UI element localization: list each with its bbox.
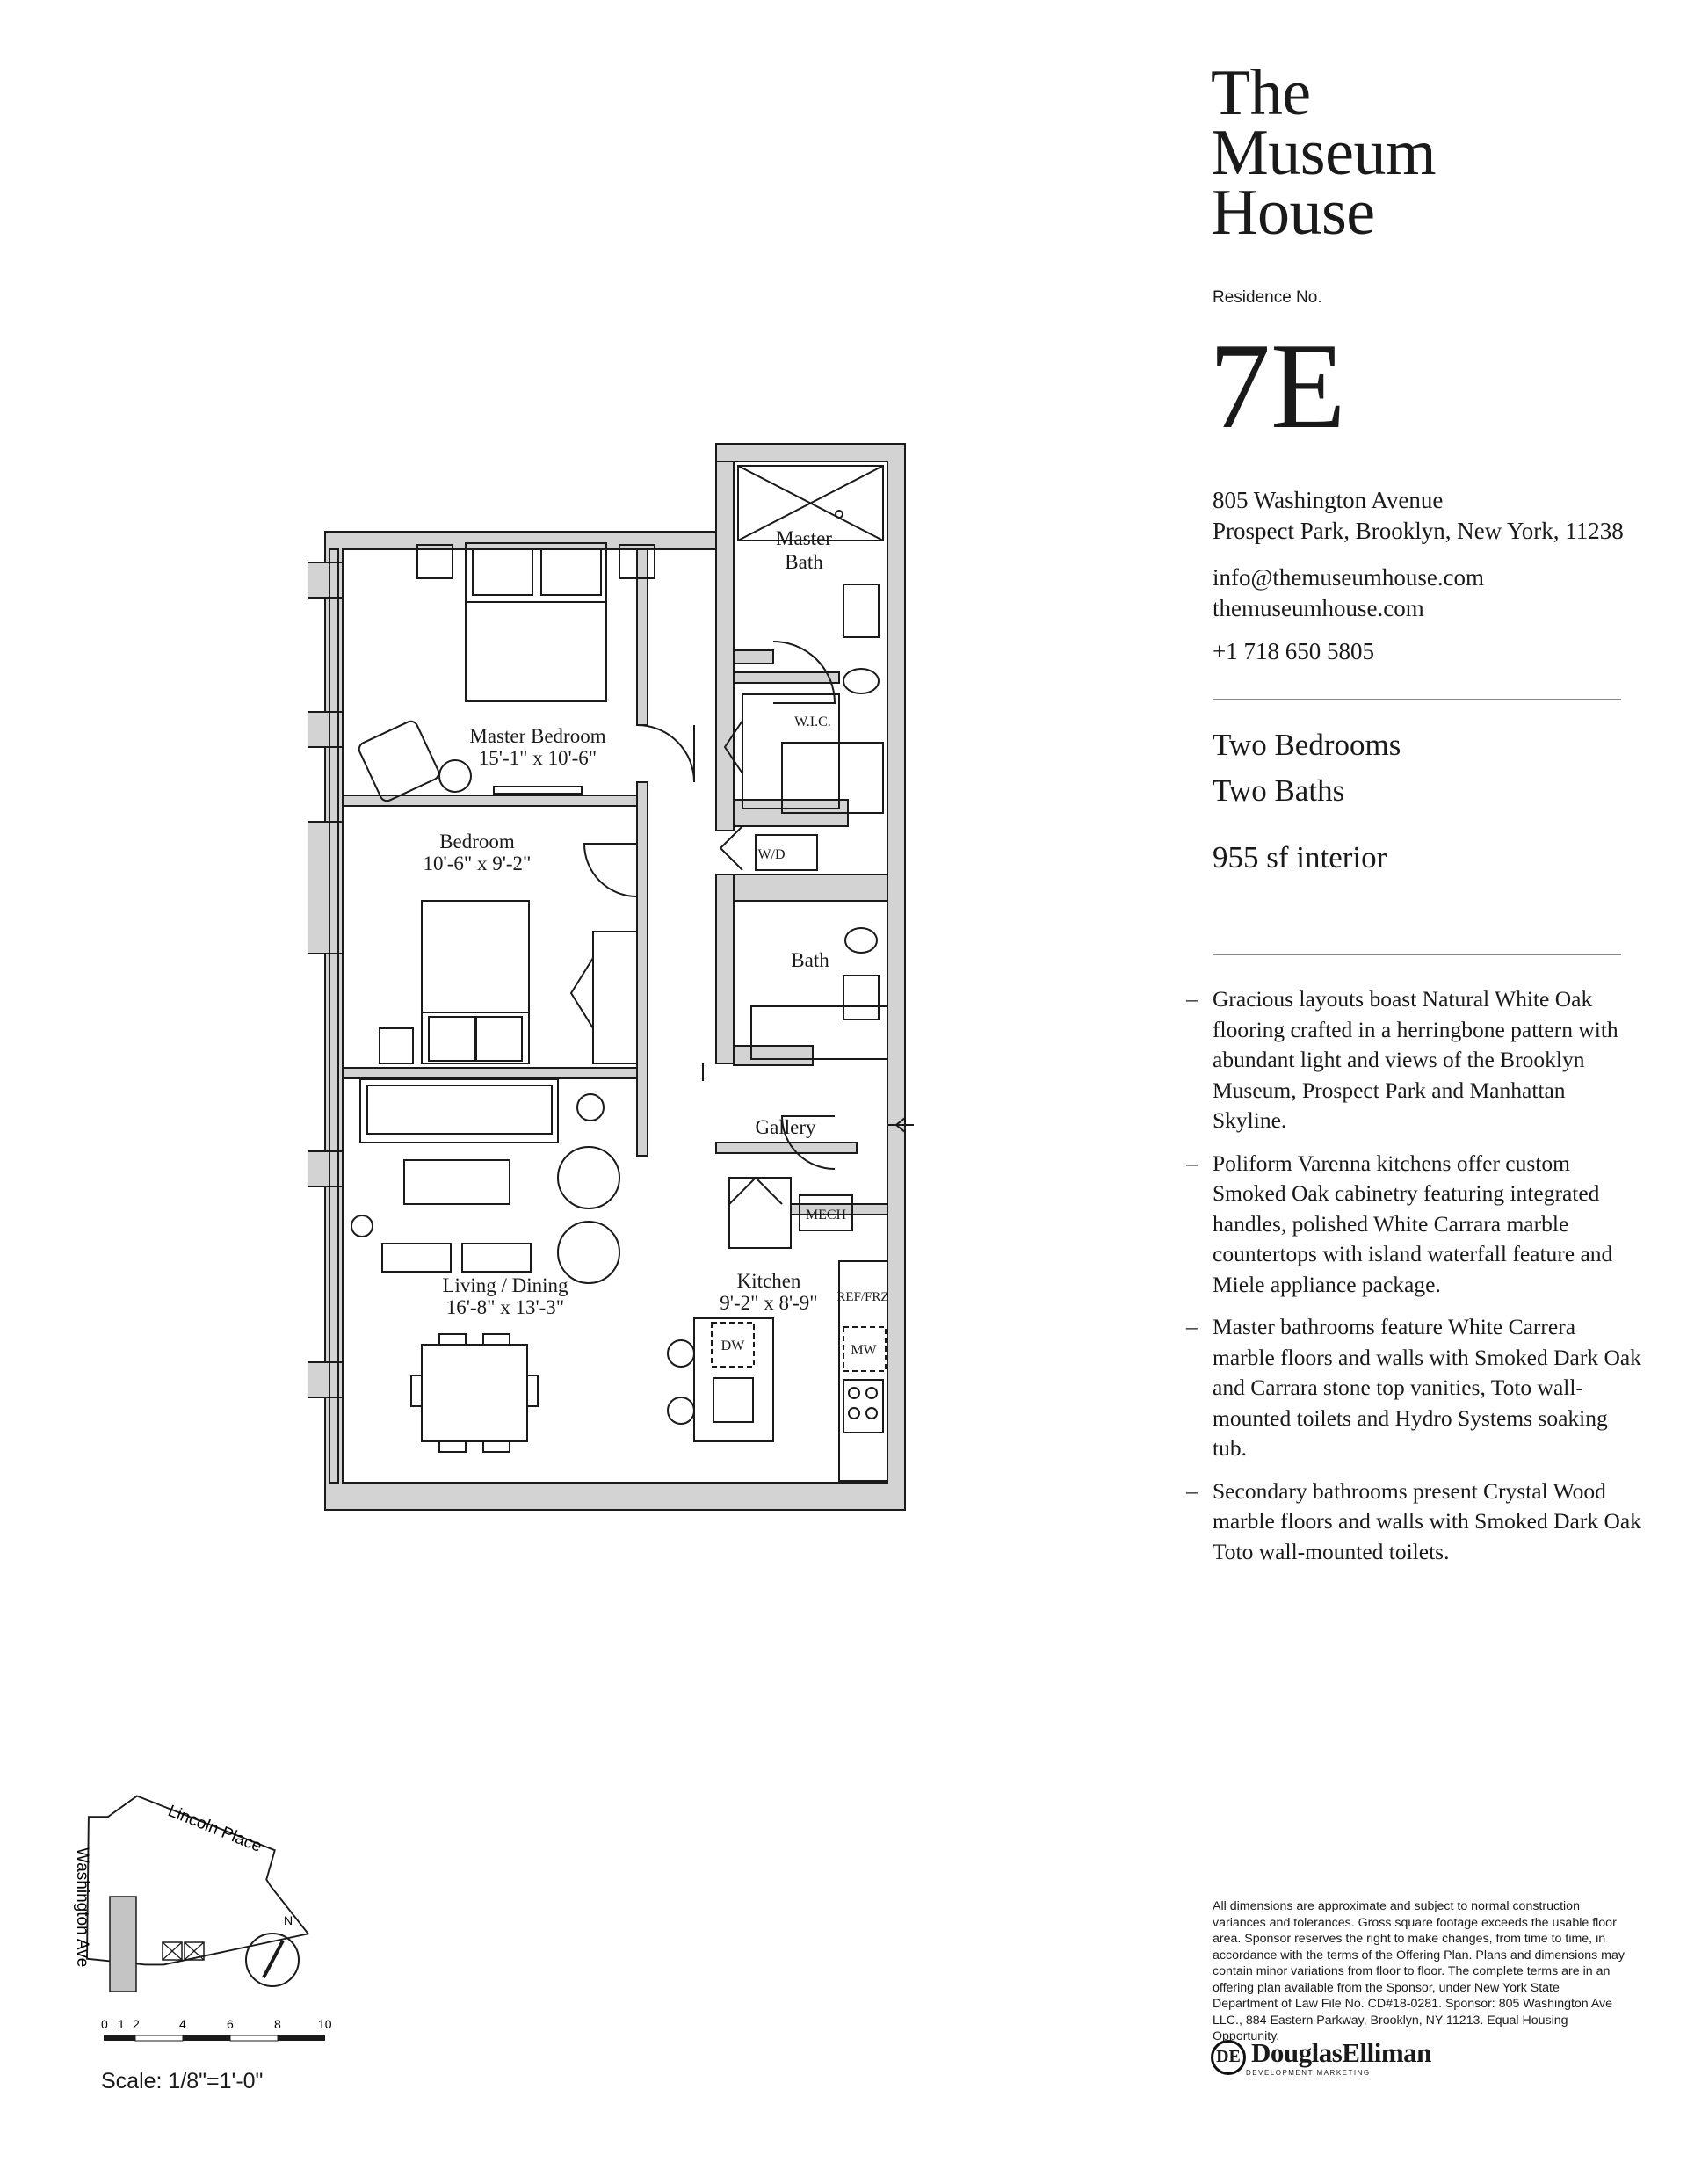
feature-item (1186, 1149, 1643, 1301)
interior-area: 955 sf interior (1213, 840, 1387, 874)
contact-email[interactable]: info@themuseumhouse.com (1213, 564, 1485, 591)
wall (343, 1068, 637, 1078)
wall (734, 1046, 813, 1065)
room-label-master-bath-2: Bath (785, 551, 823, 573)
floor-plan (308, 431, 923, 1520)
room-label-master-bedroom: Master Bedroom (469, 725, 606, 747)
feature-bullet: – (1186, 1314, 1198, 1339)
room-dims-living: 16'-8" x 13'-3" (445, 1296, 565, 1318)
feature-bullet: – (1186, 986, 1198, 1012)
brand-title (1211, 57, 1436, 249)
feature-item (1186, 1477, 1643, 1568)
address-block (1213, 485, 1624, 547)
bath-count: Two Baths (1213, 773, 1345, 808)
feature-bullet: – (1186, 1477, 1198, 1504)
street-washington-ave: Washington Ave (73, 1847, 91, 1968)
residence-number: 7E (1209, 318, 1346, 454)
room-label-mech: MECH (805, 1208, 847, 1223)
feature-bullet: – (1186, 1150, 1198, 1176)
room-label-gallery: Gallery (755, 1116, 816, 1138)
brand-line-2: Museum (1211, 117, 1436, 189)
scale-tick: 0 (101, 2017, 108, 2031)
wall (716, 461, 734, 831)
wall (637, 782, 648, 1156)
street-lincoln-place: Lincoln Place (165, 1802, 264, 1856)
scale-label: Scale: 1/8"=1'-0" (101, 2069, 264, 2093)
room-dims-master-bedroom: 15'-1" x 10'-6" (478, 747, 597, 769)
room-label-ref: REF/FRZ (836, 1290, 889, 1304)
address-city: Prospect Park, Brooklyn, New York, 11238 (1213, 518, 1624, 544)
site-building (110, 1897, 136, 1992)
logo-mark-icon: DE (1211, 2040, 1246, 2075)
room-label-dw: DW (720, 1339, 745, 1353)
north-needle (264, 1941, 283, 1977)
feature-text: Master bathrooms feature White Carrera marble floors and walls with Smoked Dark Oak and Carrara stone top vanities, Toto wall-mounted toilets and Hydro Systems soaking tub. (1213, 1314, 1641, 1461)
room-dims-bedroom: 10'-6" x 9'-2" (423, 853, 532, 874)
brand-line-3: House (1211, 177, 1375, 249)
logo-sub: DEVELOPMENT MARKETING (1246, 2069, 1371, 2077)
room-label-kitchen: Kitchen (736, 1270, 801, 1292)
room-label-bath: Bath (791, 949, 829, 971)
unit-summary (1213, 722, 1401, 814)
wall (716, 874, 734, 1063)
contact-website[interactable]: themuseumhouse.com (1213, 595, 1424, 621)
scale-tick: 1 (118, 2017, 125, 2031)
residence-label: Residence No. (1213, 288, 1322, 307)
scale-tick: 2 (133, 2017, 140, 2031)
contact-phone[interactable]: +1 718 650 5805 (1213, 638, 1374, 664)
wall (734, 650, 773, 664)
feature-text: Secondary bathrooms present Crystal Wood marble floors and walls with Smoked Dark Oak Toto wall-mounted toilets. (1213, 1477, 1641, 1564)
feature-list (1186, 984, 1643, 1579)
wall (734, 672, 839, 683)
address-street: 805 Washington Avenue (1213, 487, 1444, 513)
brand-line-1: The (1211, 57, 1311, 129)
key-plan (53, 1793, 351, 1995)
scale-bar (88, 2014, 369, 2050)
feature-item (1186, 1312, 1643, 1464)
scale-tick: 4 (179, 2017, 186, 2031)
douglas-elliman-logo (1211, 2037, 1431, 2077)
wall (637, 549, 648, 725)
wall (716, 1143, 857, 1153)
bedroom-count: Two Bedrooms (1213, 728, 1401, 762)
feature-item (1186, 984, 1643, 1136)
scale-tick: 8 (274, 2017, 281, 2031)
logo-name: DouglasElliman (1251, 2037, 1431, 2068)
room-dims-kitchen: 9'-2" x 8'-9" (720, 1292, 818, 1314)
scale-tick: 10 (318, 2017, 332, 2031)
room-label-wd: W/D (757, 847, 786, 862)
room-label-mw: MW (851, 1343, 877, 1358)
divider-bottom (1213, 954, 1621, 955)
feature-text: Gracious layouts boast Natural White Oak flooring crafted in a herringbone pattern with abundant light and views of the Brooklyn Museum, Prospect Park and Manhattan Skyline. (1213, 986, 1618, 1133)
room-label-bedroom: Bedroom (439, 831, 515, 853)
divider-top (1213, 699, 1621, 700)
feature-text: Poliform Varenna kitchens offer custom Smoked Oak cabinetry featuring integrated handles, polished White Carrara marble countertops with island waterfall feature and Miele appliance package. (1213, 1150, 1613, 1297)
contact-block (1213, 562, 1484, 624)
room-label-wic: W.I.C. (794, 715, 831, 729)
room-label-living: Living / Dining (442, 1274, 568, 1296)
north-label: N (284, 1913, 293, 1927)
scale-tick: 6 (227, 2017, 234, 2031)
wall (734, 874, 887, 901)
legal-disclaimer: All dimensions are approximate and subject to normal construction variances and tolerances. Gross square footage exceeds the usable floor area. Sponsor reserves the right to make changes, from time to time, in accordance with the terms of the Offering Plan. Plans and dimensions may contain minor variations from floor to floor. The complete terms are in an offering plan available from the Sponsor, under New York State Department of Law File No. CD#18-0281. Sponsor: 805 Washington Ave LLC., 884 Eastern Parkway, Brooklyn, NY 11213. Equal Housing Opportunity. (1213, 1899, 1625, 2043)
room-label-master-bath-1: Master (776, 527, 832, 549)
exterior-wall (325, 444, 905, 1510)
